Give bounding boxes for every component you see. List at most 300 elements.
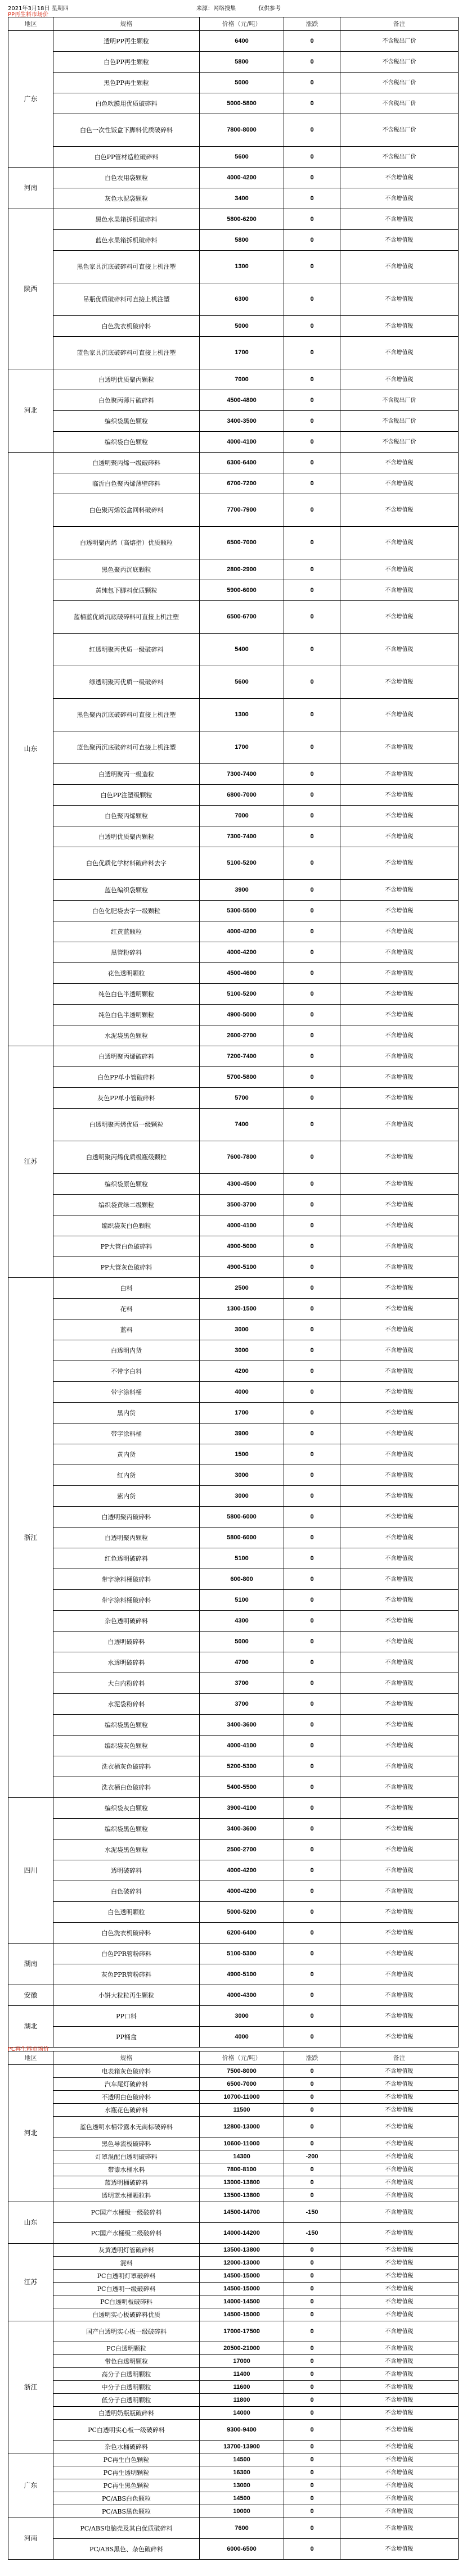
change-cell: 0 <box>284 699 340 731</box>
spec-cell: 黑色水果箱拆机破碎料 <box>53 209 200 230</box>
table-row <box>8 963 459 984</box>
note-cell: 不含税出厂价 <box>340 31 459 52</box>
region-cell: 浙江 <box>8 2321 53 2453</box>
note-cell: 不含增值税 <box>340 666 459 699</box>
change-cell: 0 <box>284 2027 340 2048</box>
change-cell: 0 <box>284 2006 340 2027</box>
change-cell: 0 <box>284 1548 340 1569</box>
price-cell: 5000-5200 <box>200 1902 284 1923</box>
spec-cell: 编织袋黄绿二级颗粒 <box>53 1195 200 1215</box>
price-cell: 5800-6200 <box>200 209 284 230</box>
spec-cell: 花料 <box>53 1299 200 1319</box>
price-cell: 1300 <box>200 699 284 731</box>
note-cell: 不含增值税 <box>340 1319 459 1340</box>
note-cell: 不含增值税 <box>340 337 459 369</box>
note-cell: 不含增值税 <box>340 1902 459 1923</box>
note-cell: 不含增值税 <box>340 1632 459 1652</box>
price-cell: 3900 <box>200 880 284 901</box>
note-cell: 不含增值税 <box>340 2492 459 2505</box>
change-cell: 0 <box>284 2065 340 2078</box>
price-cell: 17000-17500 <box>200 2321 284 2342</box>
region-cell: 山东 <box>8 2202 53 2244</box>
table-row <box>8 1174 459 1195</box>
change-cell: 0 <box>284 2518 340 2539</box>
table-row <box>8 1465 459 1486</box>
price-cell: 5200-5300 <box>200 1756 284 1777</box>
spec-cell: 白透明优质聚丙颗粒 <box>53 369 200 390</box>
table-row <box>8 1444 459 1465</box>
spec-cell: 水透明破碎料 <box>53 1652 200 1673</box>
price-cell: 3000 <box>200 1319 284 1340</box>
spec-cell: 白色聚丙烯饭盒回料破碎料 <box>53 494 200 527</box>
price-cell: 4000 <box>200 1382 284 1403</box>
table-header-row <box>8 17 459 31</box>
spec-cell: 洗衣桶灰色破碎料 <box>53 1756 200 1777</box>
change-cell: 0 <box>284 2078 340 2091</box>
price-cell: 6200-6400 <box>200 1923 284 1944</box>
table-row <box>8 847 459 880</box>
note-cell: 不含增值税 <box>340 473 459 494</box>
table-row <box>8 1964 459 1985</box>
note-cell: 不含增值税 <box>340 1569 459 1590</box>
change-cell: 0 <box>284 52 340 73</box>
note-cell: 不含增值税 <box>340 2321 459 2342</box>
change-cell: 0 <box>284 1777 340 1798</box>
price-cell: 3000 <box>200 1486 284 1507</box>
region-cell: 江苏 <box>8 1046 53 1278</box>
price-cell: 6500-7000 <box>200 527 284 559</box>
change-cell: 0 <box>284 2394 340 2407</box>
table-row <box>8 699 459 731</box>
change-cell: 0 <box>284 527 340 559</box>
price-cell: 7800-8100 <box>200 2163 284 2176</box>
note-cell: 不含增值税 <box>340 1715 459 1736</box>
note-cell: 不含增值税 <box>340 984 459 1005</box>
header-spec: 规格 <box>53 17 200 31</box>
price-cell: 7200-7400 <box>200 1046 284 1067</box>
spec-cell: 红透明聚丙优质一级破碎料 <box>53 634 200 666</box>
change-cell: 0 <box>284 2441 340 2453</box>
note-cell: 不含增值税 <box>340 1486 459 1507</box>
change-cell: 0 <box>284 1486 340 1507</box>
spec-cell: 纯色白色半透明颗粒 <box>53 1005 200 1025</box>
change-cell: 0 <box>284 390 340 411</box>
region-cell: 安徽 <box>8 1985 53 2006</box>
table-row <box>8 209 459 230</box>
header-price: 价格（元/吨） <box>200 2051 284 2065</box>
note-cell: 不含税出厂价 <box>340 114 459 147</box>
price-cell: 600-800 <box>200 1569 284 1590</box>
spec-cell: 编织袋黑色颗粒 <box>53 1819 200 1840</box>
spec-cell: 编织袋灰白颗粒 <box>53 1798 200 1819</box>
note-cell: 不含增值税 <box>340 699 459 731</box>
price-cell: 5000-5800 <box>200 93 284 114</box>
note-cell: 不含增值税 <box>340 580 459 601</box>
spec-cell: PP大管灰色破碎料 <box>53 1257 200 1278</box>
spec-cell: 吊瓶优质破碎料可直接上机注塑 <box>53 283 200 316</box>
change-cell: 0 <box>284 1527 340 1548</box>
change-cell: 0 <box>284 1964 340 1985</box>
report-date: 2021年3月18日 星期四 <box>8 6 69 12</box>
price-cell: 3900 <box>200 1423 284 1444</box>
change-cell: 0 <box>284 1507 340 1527</box>
table-row <box>8 2394 459 2407</box>
table-row <box>8 1590 459 1611</box>
note-cell: 不含增值税 <box>340 764 459 785</box>
price-cell: 14500-15000 <box>200 2283 284 2295</box>
note-cell: 不含增值税 <box>340 1840 459 1860</box>
price-cell: 13000 <box>200 2479 284 2492</box>
table-row <box>8 1319 459 1340</box>
spec-cell: 黑色聚丙沉底破碎料可直接上机注塑 <box>53 699 200 731</box>
header-region: 地区 <box>8 17 53 31</box>
table-row <box>8 411 459 432</box>
change-cell: 0 <box>284 1382 340 1403</box>
price-cell: 10600-11000 <box>200 2137 284 2150</box>
note-cell: 不含增值税 <box>340 1736 459 1756</box>
table-row <box>8 2342 459 2355</box>
note-cell: 不含增值税 <box>340 2453 459 2466</box>
price-cell: 10700-11000 <box>200 2091 284 2104</box>
note-cell: 不含增值税 <box>340 1174 459 1195</box>
note-cell: 不含增值税 <box>340 2137 459 2150</box>
spec-cell: 蓝桶蓝优质沉底破碎料可直接上机注塑 <box>53 601 200 634</box>
table-row <box>8 2202 459 2223</box>
price-cell: 5600 <box>200 147 284 168</box>
spec-cell: PC再生白色颗粒 <box>53 2453 200 2466</box>
change-cell: 0 <box>284 2308 340 2321</box>
price-cell: 3400-3600 <box>200 1819 284 1840</box>
price-cell: 14500-15000 <box>200 2270 284 2283</box>
table-row <box>8 1652 459 1673</box>
table-row <box>8 921 459 942</box>
spec-cell: 透明蓝水桶颗粒料 <box>53 2189 200 2202</box>
spec-cell: 水泥袋黑色颗粒 <box>53 1840 200 1860</box>
table-row <box>8 2518 459 2539</box>
price-cell: 6400 <box>200 31 284 52</box>
price-cell: 1700 <box>200 1403 284 1423</box>
spec-cell: 白透明聚丙烯一级破碎料 <box>53 453 200 473</box>
price-cell: 14000-14500 <box>200 2295 284 2308</box>
note-cell: 不含增值税 <box>340 1860 459 1881</box>
change-cell: 0 <box>284 1881 340 1902</box>
change-cell: 0 <box>284 2479 340 2492</box>
header-change: 涨跌 <box>284 17 340 31</box>
price-cell: 4900-5100 <box>200 1257 284 1278</box>
price-cell: 1700 <box>200 337 284 369</box>
price-cell: 5900-6000 <box>200 580 284 601</box>
price-cell: 11400 <box>200 2368 284 2381</box>
table-row <box>8 2223 459 2244</box>
price-cell: 5100 <box>200 1548 284 1569</box>
table-row <box>8 2466 459 2479</box>
table-row <box>8 1340 459 1361</box>
change-cell: 0 <box>284 2244 340 2257</box>
change-cell: 0 <box>284 2420 340 2441</box>
note-cell: 不含增值税 <box>340 1382 459 1403</box>
price-cell: 4000-4200 <box>200 942 284 963</box>
change-cell: 0 <box>284 1756 340 1777</box>
table-row <box>8 73 459 93</box>
spec-cell: 临沂白色聚丙烯薄壁碎料 <box>53 473 200 494</box>
price-cell: 4000-4100 <box>200 1736 284 1756</box>
price-cell: 6500-7000 <box>200 2078 284 2091</box>
table-row <box>8 2027 459 2048</box>
change-cell: 0 <box>284 1923 340 1944</box>
change-cell: 0 <box>284 2505 340 2518</box>
price-cell: 5000 <box>200 316 284 337</box>
price-cell: 5000 <box>200 73 284 93</box>
spec-cell: PC白透明实心板一级破碎料 <box>53 2420 200 2441</box>
price-cell: 5700 <box>200 1088 284 1109</box>
table-row <box>8 1694 459 1715</box>
price-cell: 1500 <box>200 1444 284 1465</box>
spec-cell: 红色透明破碎料 <box>53 1548 200 1569</box>
table-row <box>8 1361 459 1382</box>
price-cell: 5100-5200 <box>200 847 284 880</box>
change-cell: 0 <box>284 1652 340 1673</box>
note-cell: 不含增值税 <box>340 1611 459 1632</box>
note-cell: 不含增值税 <box>340 2270 459 2283</box>
price-cell: 11800 <box>200 2394 284 2407</box>
price-cell: 6300-6400 <box>200 453 284 473</box>
table-row <box>8 93 459 114</box>
spec-cell: 水瓶花色破碎料 <box>53 2104 200 2117</box>
note-cell: 不含增值税 <box>340 2202 459 2223</box>
change-cell: 0 <box>284 473 340 494</box>
price-cell: 13500-13800 <box>200 2244 284 2257</box>
change-cell: 0 <box>284 337 340 369</box>
price-cell: 7500-8000 <box>200 2065 284 2078</box>
table-row <box>8 1881 459 1902</box>
spec-cell: 蓝色编织袋颗粒 <box>53 880 200 901</box>
price-cell: 20500-21000 <box>200 2342 284 2355</box>
note-cell: 不含增值税 <box>340 2104 459 2117</box>
spec-cell: PC再生透明颗粒 <box>53 2466 200 2479</box>
note-cell: 不含增值税 <box>340 1465 459 1486</box>
change-cell: 0 <box>284 2321 340 2342</box>
change-cell: 0 <box>284 826 340 847</box>
note-cell: 不含增值税 <box>340 1756 459 1777</box>
spec-cell: 国产白透明实心板一级破碎料 <box>53 2321 200 2342</box>
spec-cell: 白色PPR管粉碎料 <box>53 1944 200 1964</box>
spec-cell: 洗衣桶白色破碎料 <box>53 1777 200 1798</box>
price-cell: 4900-5100 <box>200 1964 284 1985</box>
change-cell: -150 <box>284 2202 340 2223</box>
price-cell: 3400-3500 <box>200 411 284 432</box>
note-cell: 不含增值税 <box>340 1881 459 1902</box>
price-cell: 14300 <box>200 2150 284 2163</box>
change-cell: 0 <box>284 1611 340 1632</box>
region-cell: 广东 <box>8 31 53 168</box>
note-cell: 不含增值税 <box>340 230 459 251</box>
table-row <box>8 1025 459 1046</box>
change-cell: 0 <box>284 1109 340 1141</box>
change-cell: 0 <box>284 1257 340 1278</box>
table-row <box>8 1486 459 1507</box>
note-cell: 不含增值税 <box>340 601 459 634</box>
spec-cell: 编织袋黑色颗粒 <box>53 1715 200 1736</box>
table-row <box>8 337 459 369</box>
region-cell: 河南 <box>8 168 53 209</box>
price-cell: 3000 <box>200 2006 284 2027</box>
price-cell: 3000 <box>200 1340 284 1361</box>
price-cell: 4700 <box>200 1652 284 1673</box>
table-row <box>8 1840 459 1860</box>
note-cell: 不含增值税 <box>340 921 459 942</box>
change-cell: 0 <box>284 432 340 453</box>
note-cell: 不含税出厂价 <box>340 93 459 114</box>
spec-cell: 白色破碎料 <box>53 1881 200 1902</box>
note-cell: 不含增值税 <box>340 1777 459 1798</box>
note-cell: 不含增值税 <box>340 1527 459 1548</box>
spec-cell: 紫内货 <box>53 1486 200 1507</box>
header-note: 备注 <box>340 17 459 31</box>
table-row <box>8 1067 459 1088</box>
note-cell: 不含增值税 <box>340 826 459 847</box>
table-row <box>8 1736 459 1756</box>
spec-cell: 黑色PP再生颗粒 <box>53 73 200 93</box>
region-cell: 广东 <box>8 2453 53 2518</box>
table-row <box>8 1715 459 1736</box>
table-row <box>8 316 459 337</box>
note-cell: 不含增值税 <box>340 453 459 473</box>
note-cell: 不含增值税 <box>340 1257 459 1278</box>
spec-cell: 白透明破碎料 <box>53 1632 200 1652</box>
header-spec: 规格 <box>53 2051 200 2065</box>
price-cell: 4000 <box>200 2027 284 2048</box>
spec-cell: 黄纯包下脚料优质颗粒 <box>53 580 200 601</box>
price-cell: 3000 <box>200 1465 284 1486</box>
spec-cell: 编织袋黑色颗粒 <box>53 411 200 432</box>
spec-cell: 黑内货 <box>53 1403 200 1423</box>
change-cell: 0 <box>284 1569 340 1590</box>
note-cell: 不含增值税 <box>340 283 459 316</box>
table-row <box>8 580 459 601</box>
table-row <box>8 731 459 764</box>
spec-cell: 汽车尾灯破碎料 <box>53 2078 200 2091</box>
table-row <box>8 31 459 52</box>
spec-cell: 杂色水桶破碎料 <box>53 2441 200 2453</box>
note-cell: 不含增值税 <box>340 2117 459 2137</box>
price-cell: 4000-4200 <box>200 1881 284 1902</box>
table-row <box>8 901 459 921</box>
note-cell: 不含增值税 <box>340 2189 459 2202</box>
note-cell: 不含增值税 <box>340 1652 459 1673</box>
price-cell: 5800-6000 <box>200 1507 284 1527</box>
change-cell: 0 <box>284 2163 340 2176</box>
spec-cell: 白色PP单小管破碎料 <box>53 1067 200 1088</box>
note-cell: 不含增值税 <box>340 731 459 764</box>
change-cell: -150 <box>284 2223 340 2244</box>
pp-price-table <box>8 17 459 2048</box>
table-row <box>8 2176 459 2189</box>
change-cell: 0 <box>284 1840 340 1860</box>
table-row <box>8 2006 459 2027</box>
note-cell: 不含增值税 <box>340 2065 459 2078</box>
price-cell: 14500 <box>200 2453 284 2466</box>
change-cell: 0 <box>284 251 340 283</box>
change-cell: 0 <box>284 921 340 942</box>
table-row <box>8 2407 459 2420</box>
table-row <box>8 390 459 411</box>
price-cell: 4000-4200 <box>200 921 284 942</box>
note-cell: 不含增值税 <box>340 1109 459 1141</box>
note-cell: 不含增值税 <box>340 1215 459 1236</box>
price-cell: 4200 <box>200 1361 284 1382</box>
change-cell: 0 <box>284 942 340 963</box>
change-cell: 0 <box>284 1715 340 1736</box>
change-cell: 0 <box>284 1046 340 1067</box>
note-cell: 不含增值税 <box>340 2342 459 2355</box>
price-cell: 11500 <box>200 2104 284 2117</box>
spec-cell: PC白透明灯罩破碎料 <box>53 2270 200 2283</box>
page-header <box>8 2 458 11</box>
note-cell: 不含税出厂价 <box>340 147 459 168</box>
section-title-pp: PP再生料市场价 <box>8 12 49 18</box>
change-cell: 0 <box>284 147 340 168</box>
note-cell: 不含增值税 <box>340 634 459 666</box>
change-cell: 0 <box>284 2407 340 2420</box>
spec-cell: 黄内货 <box>53 1444 200 1465</box>
note-cell: 不含增值税 <box>340 901 459 921</box>
spec-cell: 白色优质化学材料破碎料去字 <box>53 847 200 880</box>
spec-cell: 红内货 <box>53 1465 200 1486</box>
price-cell: 14000 <box>200 2407 284 2420</box>
spec-cell: 绿透明聚丙优质一级破碎料 <box>53 666 200 699</box>
spec-cell: 编织袋白色颗粒 <box>53 432 200 453</box>
note-cell: 不含增值税 <box>340 2407 459 2420</box>
change-cell: 0 <box>284 1590 340 1611</box>
spec-cell: PC/ABS黑色、杂色破碎料 <box>53 2539 200 2560</box>
note-cell: 不含增值税 <box>340 1944 459 1964</box>
spec-cell: 蓝色透明水桶带露水无商标破碎料 <box>53 2117 200 2137</box>
table-row <box>8 880 459 901</box>
price-cell: 3400 <box>200 188 284 209</box>
note-cell: 不含增值税 <box>340 2466 459 2479</box>
header-change: 涨跌 <box>284 2051 340 2065</box>
note-cell: 不含增值税 <box>340 559 459 580</box>
price-cell: 5100-5200 <box>200 984 284 1005</box>
table-row <box>8 369 459 390</box>
note-cell: 不含增值税 <box>340 2355 459 2368</box>
change-cell: 0 <box>284 283 340 316</box>
change-cell: 0 <box>284 880 340 901</box>
spec-cell: 红黄蓝颗粒 <box>53 921 200 942</box>
table-row <box>8 601 459 634</box>
table-row <box>8 473 459 494</box>
note-cell: 不含增值税 <box>340 2505 459 2518</box>
spec-cell: 编织袋灰白色颗粒 <box>53 1215 200 1236</box>
change-cell: 0 <box>284 785 340 806</box>
note-cell: 不含增值税 <box>340 806 459 826</box>
table-row <box>8 1109 459 1141</box>
note-cell: 不含增值税 <box>340 188 459 209</box>
note-cell: 不含增值税 <box>340 1088 459 1109</box>
change-cell: 0 <box>284 1088 340 1109</box>
table-row <box>8 114 459 147</box>
note-cell: 不含税出厂价 <box>340 73 459 93</box>
change-cell: 0 <box>284 559 340 580</box>
change-cell: 0 <box>284 369 340 390</box>
change-cell: 0 <box>284 963 340 984</box>
change-cell: 0 <box>284 1340 340 1361</box>
note-cell: 不含增值税 <box>340 2295 459 2308</box>
change-cell: 0 <box>284 984 340 1005</box>
report-disclaimer: 仅供参考 <box>258 6 281 12</box>
table-row <box>8 2270 459 2283</box>
change-cell: 0 <box>284 453 340 473</box>
